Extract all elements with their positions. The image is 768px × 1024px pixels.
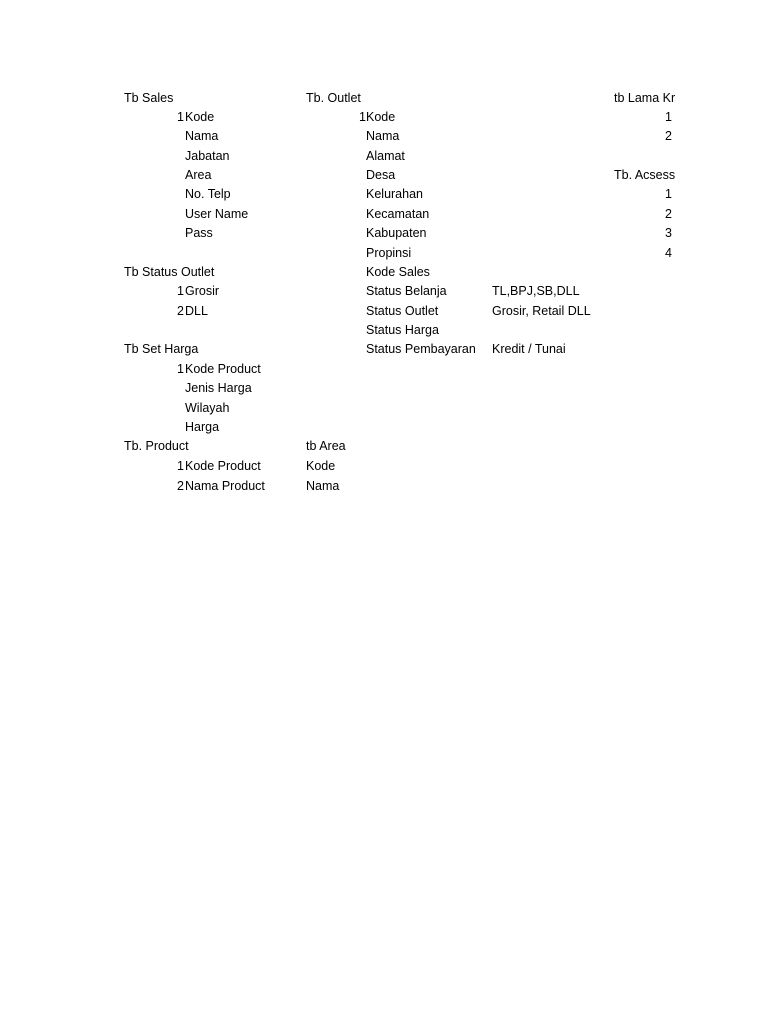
sheet-row — [0, 418, 768, 437]
tb-outlet-field: Kecamatan — [366, 207, 430, 221]
tb-outlet-field: Alamat — [366, 149, 405, 163]
tb-sales-field: Pass — [185, 226, 213, 240]
tb-outlet-field: Kelurahan — [366, 187, 423, 201]
tb-outlet-field: Nama — [366, 129, 400, 143]
sheet-row — [0, 89, 768, 108]
tb-status-outlet-title: Tb Status Outlet — [124, 265, 215, 279]
tb-acsess-value: 4 — [665, 246, 672, 260]
tb-outlet-field: Kode Sales — [366, 265, 430, 279]
tb-product-num: 2 — [177, 479, 184, 493]
tb-set-harga-field: Jenis Harga — [185, 381, 252, 395]
sheet-row — [0, 457, 768, 476]
tb-acsess-title: Tb. Acsess — [614, 168, 676, 182]
tb-area-field: Kode — [306, 459, 336, 473]
tb-outlet-field-value: TL,BPJ,SB,DLL — [492, 284, 580, 298]
sheet-row — [0, 282, 768, 301]
tb-sales-field: No. Telp — [185, 187, 231, 201]
tb-status-outlet-num: 1 — [177, 284, 184, 298]
tb-outlet-field: Status Pembayaran — [366, 342, 476, 356]
tb-product-field: Nama Product — [185, 479, 265, 493]
sheet-row — [0, 477, 768, 496]
tb-sales-field: User Name — [185, 207, 249, 221]
tb-outlet-field: Status Belanja — [366, 284, 447, 298]
tb-outlet-field: Kode — [366, 110, 396, 124]
tb-outlet-field: Status Outlet — [366, 304, 439, 318]
tb-acsess-value: 3 — [665, 226, 672, 240]
sheet-row — [0, 224, 768, 243]
tb-lama-kr-title: tb Lama Kr — [614, 91, 676, 105]
sheet-row — [0, 205, 768, 224]
tb-outlet-field: Kabupaten — [366, 226, 427, 240]
sheet-row — [0, 244, 768, 263]
tb-area-field: Nama — [306, 479, 340, 493]
tb-outlet-field-value: Kredit / Tunai — [492, 342, 566, 356]
tb-set-harga-field: Harga — [185, 420, 220, 434]
sheet-row — [0, 360, 768, 379]
sheet-row — [0, 147, 768, 166]
tb-set-harga-field: Kode Product — [185, 362, 261, 376]
tb-sales-field: Area — [185, 168, 212, 182]
tb-area-title: tb Area — [306, 439, 346, 453]
tb-sales-field: Jabatan — [185, 149, 230, 163]
tb-outlet-field: Status Harga — [366, 323, 439, 337]
sheet-row — [0, 166, 768, 185]
sheet-row — [0, 185, 768, 204]
sheet-row — [0, 321, 768, 340]
sheet-row — [0, 108, 768, 127]
tb-status-outlet-field: Grosir — [185, 284, 220, 298]
tb-outlet-field-num: 1 — [359, 110, 366, 124]
tb-set-harga-field: Wilayah — [185, 401, 230, 415]
tb-set-harga-num: 1 — [177, 362, 184, 376]
tb-sales-field: Kode — [185, 110, 215, 124]
sheet-row — [0, 302, 768, 321]
sheet-row — [0, 399, 768, 418]
sheet-row — [0, 263, 768, 282]
tb-outlet-field: Propinsi — [366, 246, 412, 260]
tb-acsess-value: 2 — [665, 207, 672, 221]
tb-outlet-title: Tb. Outlet — [306, 91, 361, 105]
tb-status-outlet-field: DLL — [185, 304, 208, 318]
tb-set-harga-title: Tb Set Harga — [124, 342, 199, 356]
tb-product-field: Kode Product — [185, 459, 261, 473]
tb-sales-field: Nama — [185, 129, 219, 143]
tb-sales-title: Tb Sales — [124, 91, 174, 105]
sheet-row — [0, 437, 768, 456]
tb-outlet-field: Desa — [366, 168, 396, 182]
tb-acsess-value: 1 — [665, 187, 672, 201]
sheet-row — [0, 127, 768, 146]
tb-product-title: Tb. Product — [124, 439, 189, 453]
sheet-row — [0, 340, 768, 359]
tb-sales-field-num: 1 — [177, 110, 184, 124]
tb-status-outlet-num: 2 — [177, 304, 184, 318]
tb-product-num: 1 — [177, 459, 184, 473]
tb-lama-kr-value: 2 — [665, 129, 672, 143]
tb-lama-kr-value: 1 — [665, 110, 672, 124]
tb-outlet-field-value: Grosir, Retail DLL — [492, 304, 591, 318]
sheet-row — [0, 379, 768, 398]
